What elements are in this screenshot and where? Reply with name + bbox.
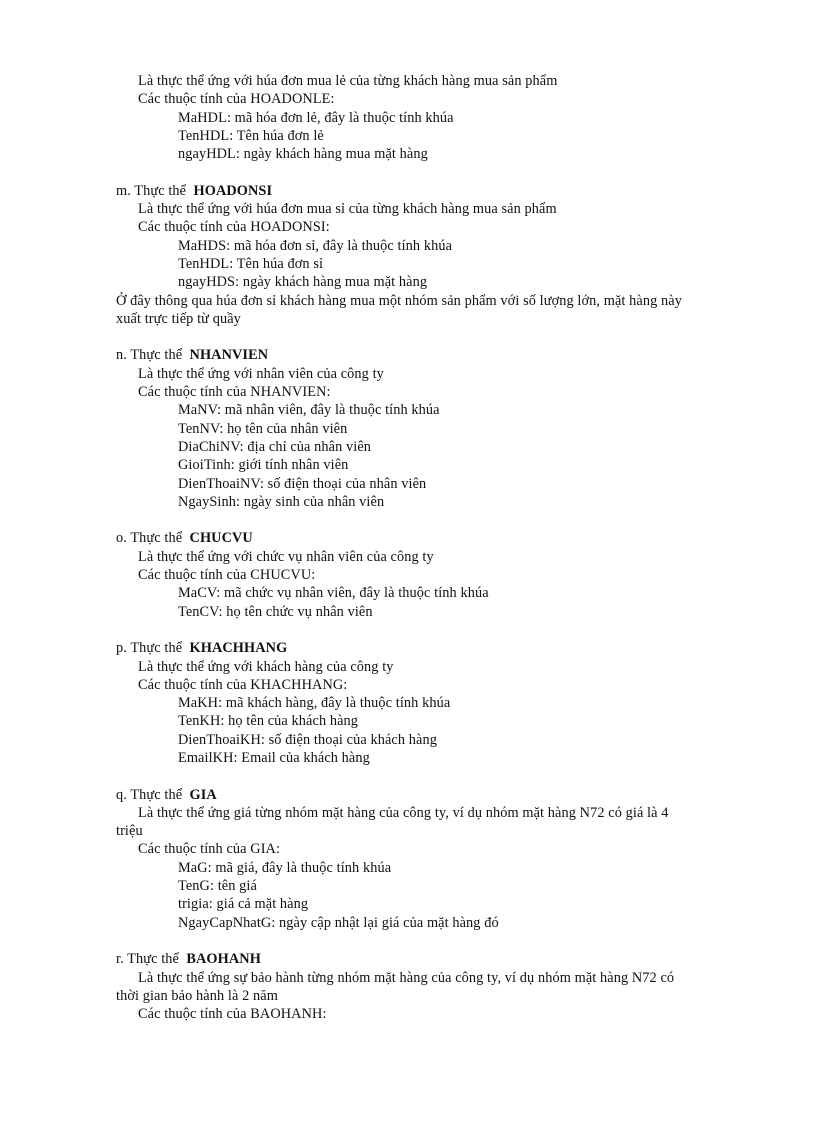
entity-name: GIA — [189, 786, 217, 803]
attribute-item: EmailKH: Email của khách hàng — [178, 749, 370, 766]
paragraph-note: Ở đây thông qua húa đơn sỉ khách hàng mua một nhóm sản phẩm với số lượng lớn, mặt hàng này — [116, 292, 682, 309]
entity-heading — [0, 346, 816, 364]
attribute-item: MaCV: mã chức vụ nhân viên, đây là thuộc tính khúa — [178, 585, 489, 602]
entity-heading — [0, 182, 816, 200]
entity-description: Là thực thể ứng với húa đơn mua lẻ của từng khách hàng mua sản phẩm — [138, 73, 558, 89]
attribute-item: NgayCapNhatG: ngày cập nhật lại giá của mặt hàng đó — [178, 914, 499, 931]
attribute-heading: Các thuộc tính của CHUCVU: — [138, 567, 316, 584]
entity-description-cont: triệu — [116, 823, 143, 840]
attribute-item: DienThoaiNV: số điện thoại của nhân viên — [178, 475, 427, 492]
attribute-item: TenCV: họ tên chức vụ nhân viên — [178, 603, 373, 620]
attribute-heading: Các thuộc tính của BAOHANH: — [138, 1006, 327, 1023]
attribute-item: GioiTinh: giới tính nhân viên — [178, 457, 349, 474]
attribute-item: MaG: mã giá, đây là thuộc tính khúa — [178, 859, 392, 876]
entity-name: NHANVIEN — [189, 347, 269, 364]
entity-description: Là thực thể ứng sự bảo hành từng nhóm mặt hàng của công ty, ví dụ nhóm mặt hàng N72 có — [138, 969, 675, 986]
attribute-item: MaKH: mã khách hàng, đây là thuộc tính khúa — [178, 695, 451, 712]
attribute-item: DiaChiNV: địa chỉ của nhân viên — [178, 438, 372, 455]
entity-name: HOADONSI — [193, 182, 273, 199]
entity-description: Là thực thể ứng với khách hàng của công ty — [138, 658, 394, 675]
entity-name: BAOHANH — [186, 951, 261, 968]
paragraph-note: xuất trực tiếp từ quầy — [116, 310, 241, 327]
attribute-item: TenHDL: Tên húa đơn sỉ — [178, 255, 324, 272]
entity-description-cont: thời gian bảo hành là 2 năm — [116, 987, 278, 1004]
attribute-item: trigia: giá cả mặt hàng — [178, 896, 309, 913]
heading-prefix: o. Thực thể — [116, 530, 183, 547]
attribute-item: ngayHDL: ngày khách hàng mua mặt hàng — [178, 146, 428, 163]
attribute-item: TenHDL: Tên húa đơn lẻ — [178, 127, 324, 144]
entity-description: Là thực thể ứng với húa đơn mua sỉ của từng khách hàng mua sản phẩm — [138, 201, 557, 218]
entity-heading — [0, 786, 816, 804]
attribute-item: ngayHDS: ngày khách hàng mua mặt hàng — [178, 274, 428, 291]
document-body — [0, 72, 816, 1023]
attribute-item: TenNV: họ tên của nhân viên — [178, 420, 348, 437]
attribute-heading: Các thuộc tính của GIA: — [138, 841, 281, 858]
attribute-item: DienThoaiKH: số điện thoại của khách hàng — [178, 731, 437, 748]
attribute-item: TenKH: họ tên của khách hàng — [178, 713, 359, 730]
heading-prefix: p. Thực thể — [116, 640, 183, 657]
attribute-item: MaHDS: mã hóa đơn sỉ, đây là thuộc tính khúa — [178, 237, 453, 254]
entity-name: CHUCVU — [189, 530, 253, 547]
attribute-item: MaHDL: mã hóa đơn lẻ, đây là thuộc tính khúa — [178, 109, 454, 126]
heading-prefix: q. Thực thể — [116, 786, 183, 803]
attribute-heading: Các thuộc tính của KHACHHANG: — [138, 676, 348, 693]
heading-prefix: n. Thực thể — [116, 347, 183, 364]
entity-name: KHACHHANG — [189, 640, 288, 657]
attribute-heading: Các thuộc tính của HOADONSI: — [138, 219, 330, 236]
entity-heading — [0, 639, 816, 657]
heading-prefix: r. Thực thể — [116, 951, 179, 968]
heading-prefix: m. Thực thể — [116, 182, 187, 199]
entity-description: Là thực thể ứng với nhân viên của công ty — [138, 365, 384, 382]
attribute-heading: Các thuộc tính của NHANVIEN: — [138, 384, 331, 401]
entity-description: Là thực thể ứng với chức vụ nhân viên của công ty — [138, 548, 434, 565]
entity-heading — [0, 950, 816, 968]
attribute-heading: Các thuộc tính của HOADONLE: — [138, 91, 335, 108]
entity-description: Là thực thể ứng giá từng nhóm mặt hàng của công ty, ví dụ nhóm mặt hàng N72 có giá là 4 — [138, 804, 669, 821]
attribute-item: TenG: tên giá — [178, 878, 257, 895]
entity-heading — [0, 529, 816, 547]
attribute-item: MaNV: mã nhân viên, đây là thuộc tính khúa — [178, 402, 440, 419]
attribute-item: NgaySinh: ngày sinh của nhân viên — [178, 493, 385, 510]
